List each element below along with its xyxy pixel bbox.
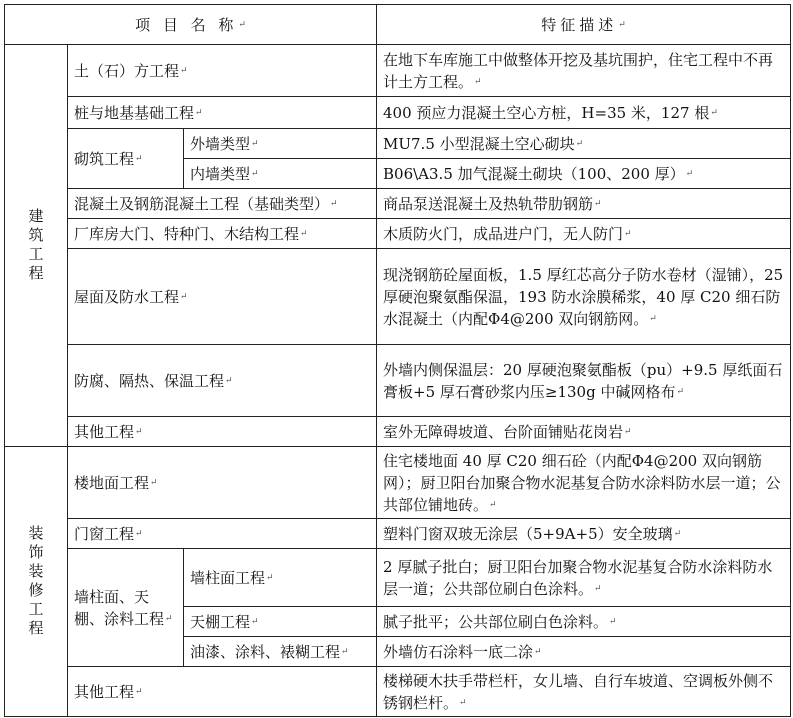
row-desc-roof: 现浇钢筋砼屋面板，1.5 厚红芯高分子防水卷材（湿铺），25 厚硬泡聚氨酯保温，193 防水涂膜稀浆，40 厚 C20 细石防水混凝土（内配Φ4@200 双向钢筋网。 ↵	[377, 249, 791, 345]
row-desc-wall-column: 2 厚腻子批白；厨卫阳台加聚合物水泥基复合防水涂料防水层一道；公共部位刷白色涂料。 ↵	[377, 549, 791, 607]
row-desc-other-decoration: 楼梯硬木扶手带栏杆，女儿墙、自行车坡道、空调板外侧不锈钢栏杆。 ↵	[377, 667, 791, 717]
row-desc-ceiling: 腻子批平；公共部位刷白色涂料。 ↵	[377, 607, 791, 637]
row-label-roof: 屋面及防水工程 ↵	[68, 249, 377, 345]
row-desc-floor: 住宅楼地面 40 厚 C20 细石砼（内配Φ4@200 双向钢筋网）；厨卫阳台加聚合物水泥基复合防水涂料防水层一道；公共部位铺地砖。 ↵	[377, 447, 791, 519]
table-row	[5, 345, 791, 417]
table-row	[5, 549, 791, 607]
row-desc-other-building: 室外无障碍坡道、台阶面铺贴花岗岩 ↵	[377, 417, 791, 447]
row-desc-concrete: 商品泵送混凝土及热轨带肋钢筋 ↵	[377, 189, 791, 219]
row-label-wall-column: 墙柱面工程 ↵	[184, 549, 377, 607]
project-feature-table	[4, 4, 791, 717]
table-row	[5, 447, 791, 519]
row-label-pile: 桩与地基基础工程 ↵	[68, 97, 377, 129]
row-desc-earthwork: 在地下车库施工中做整体开挖及基坑围护，住宅工程中不再计土方工程。 ↵	[377, 45, 791, 97]
row-label-ceiling: 天棚工程 ↵	[184, 607, 377, 637]
row-label-floor: 楼地面工程 ↵	[68, 447, 377, 519]
row-desc-masonry-inner: B06\A3.5 加气混凝土砌块（100、200 厚） ↵	[377, 159, 791, 189]
row-desc-pile: 400 预应力混凝土空心方桩，H=35 米，127 根 ↵	[377, 97, 791, 129]
row-desc-masonry-outer: MU7.5 小型混凝土空心砌块 ↵	[377, 129, 791, 159]
row-desc-insulation: 外墙内侧保温层：20 厚硬泡聚氨酯板（pu）+9.5 厚纸面石膏板+5 厚石膏砂浆内压≥130g 中碱网格布 ↵	[377, 345, 791, 417]
group-decoration: 装饰装修工程	[5, 447, 68, 717]
row-label-masonry-inner: 内墙类型 ↵	[184, 159, 377, 189]
row-label-paint: 油漆、涂料、裱糊工程 ↵	[184, 637, 377, 667]
row-desc-windows: 塑料门窗双玻无涂层（5+9A+5）安全玻璃 ↵	[377, 519, 791, 549]
table-row	[5, 249, 791, 345]
table-row	[5, 519, 791, 549]
row-desc-paint: 外墙仿石涂料一底二涂 ↵	[377, 637, 791, 667]
table-row	[5, 667, 791, 717]
row-label-concrete: 混凝土及钢筋混凝土工程（基础类型） ↵	[68, 189, 377, 219]
row-label-masonry-outer: 外墙类型 ↵	[184, 129, 377, 159]
row-label-other-decoration: 其他工程 ↵	[68, 667, 377, 717]
row-label-masonry: 砌筑工程 ↵	[68, 129, 184, 189]
table-row	[5, 129, 791, 159]
row-label-earthwork: 土（石）方工程 ↵	[68, 45, 377, 97]
row-label-wall-ceiling: 墙柱面、天棚、涂料工程 ↵	[68, 549, 184, 667]
row-label-other-building: 其他工程 ↵	[68, 417, 377, 447]
header-row	[5, 5, 791, 45]
group-building: 建筑工程	[5, 45, 68, 447]
table-row	[5, 417, 791, 447]
table-row	[5, 97, 791, 129]
row-label-windows: 门窗工程 ↵	[68, 519, 377, 549]
table-row	[5, 219, 791, 249]
header-feature-description: 特征描述 ↵	[377, 5, 791, 45]
table-row	[5, 189, 791, 219]
row-label-doors: 厂库房大门、特种门、木结构工程 ↵	[68, 219, 377, 249]
header-project-name: 项 目 名 称 ↵	[5, 5, 377, 45]
row-label-insulation: 防腐、隔热、保温工程 ↵	[68, 345, 377, 417]
row-desc-doors: 木质防火门，成品进户门，无人防门 ↵	[377, 219, 791, 249]
table-row	[5, 45, 791, 97]
